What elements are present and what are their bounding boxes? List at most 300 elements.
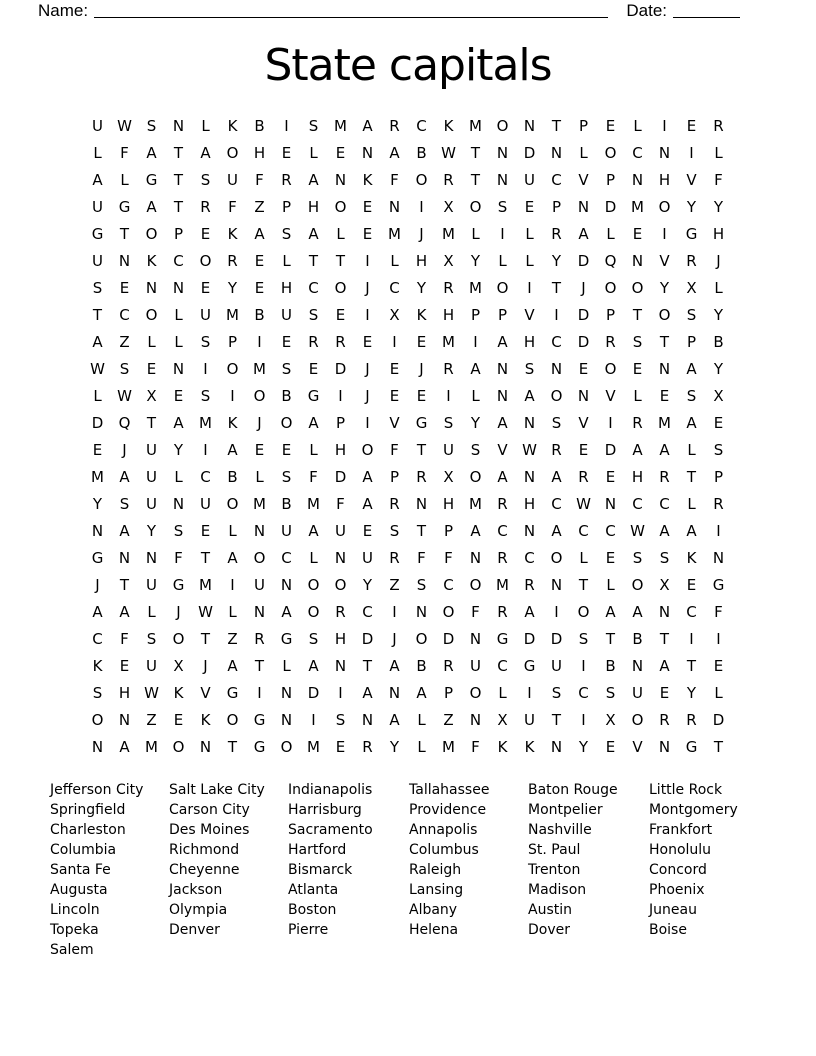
- grid-letter: A: [578, 224, 589, 243]
- grid-letter: B: [605, 656, 616, 675]
- grid-letter: O: [361, 440, 374, 459]
- grid-letter: A: [281, 602, 292, 621]
- grid-letter: A: [119, 737, 130, 756]
- grid-letter: I: [392, 332, 397, 351]
- grid-letter: L: [174, 332, 183, 351]
- grid-letter: O: [226, 494, 239, 513]
- grid-letter: H: [442, 494, 455, 513]
- grid-letter: L: [282, 656, 291, 675]
- grid-letter: S: [92, 278, 103, 297]
- grid-letter: N: [469, 629, 482, 648]
- grid-letter: A: [389, 143, 400, 162]
- grid-letter: D: [334, 359, 347, 378]
- grid-letter: T: [632, 305, 643, 324]
- grid-letter: T: [551, 278, 562, 297]
- word-list-item: Dover: [528, 922, 570, 938]
- grid-letter: F: [336, 494, 345, 513]
- grid-letter: D: [307, 683, 320, 702]
- grid-letter: D: [577, 251, 590, 270]
- grid-letter: L: [147, 602, 156, 621]
- grid-letter: E: [146, 359, 157, 378]
- grid-letter: C: [551, 170, 562, 189]
- grid-letter: C: [632, 494, 643, 513]
- word-list-item: Tallahassee: [409, 782, 490, 798]
- grid-letter: A: [119, 467, 130, 486]
- grid-letter: I: [257, 332, 262, 351]
- grid-letter: R: [389, 548, 400, 567]
- grid-letter: E: [632, 359, 643, 378]
- grid-letter: P: [497, 305, 508, 324]
- grid-letter: O: [496, 278, 509, 297]
- grid-letter: M: [253, 359, 266, 378]
- grid-letter: M: [91, 467, 104, 486]
- page-title: State capitals: [264, 40, 552, 91]
- grid-letter: E: [578, 359, 589, 378]
- grid-letter: N: [550, 737, 563, 756]
- grid-letter: Y: [686, 197, 697, 216]
- grid-letter: N: [253, 602, 266, 621]
- name-blank-line: [94, 4, 608, 18]
- grid-letter: R: [281, 170, 292, 189]
- grid-letter: O: [91, 710, 104, 729]
- grid-letter: I: [473, 332, 478, 351]
- grid-letter: I: [608, 413, 613, 432]
- grid-letter: G: [145, 170, 158, 189]
- word-list-item: Santa Fe: [50, 862, 111, 878]
- grid-letter: C: [659, 494, 670, 513]
- grid-letter: O: [334, 278, 347, 297]
- grid-letter: C: [362, 602, 373, 621]
- grid-letter: I: [338, 683, 343, 702]
- grid-letter: H: [523, 494, 536, 513]
- grid-letter: S: [443, 413, 454, 432]
- grid-letter: P: [551, 197, 562, 216]
- grid-letter: N: [145, 548, 158, 567]
- word-list-item: Helena: [409, 922, 459, 938]
- grid-letter: A: [416, 683, 427, 702]
- grid-letter: X: [713, 386, 724, 405]
- name-label: Name:: [38, 1, 89, 20]
- grid-letter: L: [525, 224, 534, 243]
- grid-letter: D: [604, 440, 617, 459]
- grid-letter: M: [388, 224, 401, 243]
- grid-letter: P: [686, 332, 697, 351]
- grid-letter: K: [227, 116, 238, 135]
- word-list-item: Nashville: [528, 822, 592, 838]
- grid-letter: C: [578, 683, 589, 702]
- grid-letter: Z: [146, 710, 157, 729]
- grid-letter: J: [176, 602, 181, 621]
- grid-letter: S: [416, 575, 427, 594]
- grid-letter: B: [416, 656, 427, 675]
- grid-letter: V: [632, 737, 643, 756]
- grid-letter: L: [714, 278, 723, 297]
- grid-letter: T: [335, 251, 346, 270]
- grid-letter: R: [335, 602, 346, 621]
- date-label: Date:: [626, 1, 667, 20]
- grid-letter: A: [605, 602, 616, 621]
- grid-letter: S: [578, 629, 589, 648]
- grid-letter: J: [419, 359, 424, 378]
- grid-letter: E: [281, 332, 292, 351]
- grid-letter: Y: [146, 521, 157, 540]
- grid-letter: U: [92, 116, 103, 135]
- grid-letter: S: [686, 386, 697, 405]
- grid-letter: R: [227, 251, 238, 270]
- grid-letter: L: [120, 170, 129, 189]
- grid-letter: O: [415, 629, 428, 648]
- grid-letter: E: [200, 521, 211, 540]
- grid-letter: Y: [389, 737, 400, 756]
- grid-letter: U: [524, 170, 535, 189]
- grid-letter: T: [173, 197, 184, 216]
- grid-letter: V: [659, 251, 670, 270]
- grid-letter: K: [524, 737, 535, 756]
- grid-letter: A: [362, 116, 373, 135]
- grid-letter: G: [118, 197, 131, 216]
- grid-letter: J: [365, 278, 370, 297]
- grid-letter: G: [253, 737, 266, 756]
- grid-letter: R: [524, 575, 535, 594]
- word-list-item: Denver: [169, 922, 220, 938]
- grid-letter: E: [335, 143, 346, 162]
- grid-letter: X: [443, 251, 454, 270]
- word-list-item: Montgomery: [649, 802, 738, 818]
- grid-letter: K: [227, 413, 238, 432]
- grid-letter: T: [200, 629, 211, 648]
- grid-letter: I: [392, 602, 397, 621]
- grid-letter: S: [146, 116, 157, 135]
- grid-letter: T: [713, 737, 724, 756]
- grid-letter: N: [496, 359, 509, 378]
- grid-letter: A: [632, 440, 643, 459]
- grid-letter: S: [281, 224, 292, 243]
- grid-letter: O: [334, 197, 347, 216]
- grid-letter: V: [686, 170, 697, 189]
- word-list-item: Cheyenne: [169, 862, 240, 878]
- grid-letter: E: [362, 332, 373, 351]
- grid-letter: S: [497, 197, 508, 216]
- grid-letter: A: [389, 656, 400, 675]
- grid-letter: M: [199, 575, 212, 594]
- grid-letter: E: [335, 305, 346, 324]
- grid-letter: N: [415, 602, 428, 621]
- grid-letter: M: [442, 224, 455, 243]
- grid-letter: N: [658, 737, 671, 756]
- grid-letter: S: [308, 629, 319, 648]
- grid-letter: G: [253, 710, 266, 729]
- grid-letter: O: [631, 575, 644, 594]
- grid-letter: S: [470, 440, 481, 459]
- grid-letter: B: [254, 305, 265, 324]
- word-list-item: Richmond: [169, 842, 240, 858]
- word-list-column: [288, 780, 409, 960]
- grid-letter: U: [227, 170, 238, 189]
- word-list-item: Raleigh: [409, 862, 462, 878]
- grid-letter: G: [172, 575, 185, 594]
- grid-letter: U: [551, 656, 562, 675]
- grid-letter: Y: [416, 278, 427, 297]
- grid-letter: A: [308, 170, 319, 189]
- grid-letter: E: [254, 440, 265, 459]
- grid-letter: R: [659, 467, 670, 486]
- grid-letter: E: [254, 251, 265, 270]
- grid-letter: G: [523, 656, 536, 675]
- grid-letter: G: [685, 737, 698, 756]
- grid-letter: Q: [118, 413, 131, 432]
- grid-letter: P: [389, 467, 400, 486]
- grid-letter: A: [389, 710, 400, 729]
- grid-letter: S: [659, 548, 670, 567]
- grid-letter: N: [199, 737, 212, 756]
- grid-letter: M: [253, 494, 266, 513]
- grid-letter: F: [390, 440, 399, 459]
- grid-letter: N: [658, 359, 671, 378]
- grid-letter: O: [199, 251, 212, 270]
- grid-letter: I: [689, 629, 694, 648]
- grid-letter: E: [389, 386, 400, 405]
- grid-letter: O: [280, 737, 293, 756]
- grid-letter: N: [118, 548, 131, 567]
- grid-letter: H: [334, 440, 347, 459]
- grid-letter: C: [119, 305, 130, 324]
- grid-letter: U: [200, 494, 211, 513]
- grid-letter: V: [497, 440, 508, 459]
- grid-letter: U: [92, 197, 103, 216]
- word-list-item: St. Paul: [528, 842, 581, 858]
- grid-letter: G: [91, 224, 104, 243]
- grid-letter: N: [280, 710, 293, 729]
- grid-letter: O: [469, 575, 482, 594]
- grid-letter: U: [281, 521, 292, 540]
- grid-letter: T: [605, 629, 616, 648]
- word-list-item: Annapolis: [409, 822, 478, 838]
- grid-letter: J: [365, 359, 370, 378]
- grid-letter: U: [146, 575, 157, 594]
- grid-letter: S: [146, 629, 157, 648]
- grid-letter: H: [334, 629, 347, 648]
- grid-letter: C: [389, 278, 400, 297]
- grid-letter: M: [307, 737, 320, 756]
- grid-letter: Y: [470, 413, 481, 432]
- grid-letter: A: [254, 224, 265, 243]
- grid-letter: U: [524, 710, 535, 729]
- grid-letter: R: [605, 332, 616, 351]
- grid-letter: A: [497, 467, 508, 486]
- grid-letter: G: [307, 386, 320, 405]
- grid-letter: T: [200, 548, 211, 567]
- grid-letter: A: [92, 332, 103, 351]
- grid-letter: N: [280, 683, 293, 702]
- grid-letter: U: [470, 656, 481, 675]
- grid-letter: M: [442, 332, 455, 351]
- word-list-item: Concord: [649, 862, 707, 878]
- grid-letter: L: [93, 143, 102, 162]
- grid-letter: W: [198, 602, 213, 621]
- grid-letter: N: [361, 143, 374, 162]
- grid-letter: E: [173, 386, 184, 405]
- word-list-item: Olympia: [169, 902, 228, 918]
- word-list-column: [169, 780, 288, 960]
- grid-letter: Y: [470, 251, 481, 270]
- grid-letter: L: [498, 683, 507, 702]
- grid-letter: R: [308, 332, 319, 351]
- grid-letter: N: [361, 710, 374, 729]
- grid-letter: E: [605, 737, 616, 756]
- grid-letter: T: [551, 116, 562, 135]
- grid-letter: O: [307, 575, 320, 594]
- grid-letter: P: [173, 224, 184, 243]
- grid-letter: A: [470, 359, 481, 378]
- grid-letter: R: [497, 602, 508, 621]
- word-list-item: Charleston: [50, 822, 126, 838]
- grid-letter: A: [524, 386, 535, 405]
- grid-letter: F: [714, 170, 723, 189]
- grid-letter: A: [551, 521, 562, 540]
- grid-letter: E: [362, 197, 373, 216]
- grid-letter: V: [200, 683, 211, 702]
- grid-letter: S: [200, 332, 211, 351]
- grid-letter: L: [309, 143, 318, 162]
- grid-letter: R: [578, 467, 589, 486]
- grid-letter: L: [714, 143, 723, 162]
- grid-letter: R: [686, 710, 697, 729]
- grid-letter: E: [119, 656, 130, 675]
- word-list-item: Carson City: [169, 802, 250, 818]
- grid-letter: S: [524, 359, 535, 378]
- grid-letter: N: [523, 116, 536, 135]
- grid-letter: W: [441, 143, 456, 162]
- grid-letter: F: [309, 467, 318, 486]
- grid-letter: S: [173, 521, 184, 540]
- grid-letter: T: [119, 575, 130, 594]
- grid-letter: C: [92, 629, 103, 648]
- grid-letter: T: [254, 656, 265, 675]
- grid-letter: E: [92, 440, 103, 459]
- word-list-item: Honolulu: [649, 842, 712, 858]
- grid-letter: A: [308, 521, 319, 540]
- grid-letter: H: [658, 170, 671, 189]
- word-list-item: Boston: [288, 902, 337, 918]
- grid-letter: W: [144, 683, 159, 702]
- grid-letter: E: [308, 359, 319, 378]
- grid-letter: Y: [713, 197, 724, 216]
- grid-letter: E: [686, 575, 697, 594]
- grid-letter: A: [632, 602, 643, 621]
- grid-letter: S: [389, 521, 400, 540]
- grid-letter: N: [118, 251, 131, 270]
- word-list-item: Jackson: [169, 882, 223, 898]
- grid-letter: L: [255, 467, 264, 486]
- grid-letter: R: [389, 494, 400, 513]
- grid-letter: L: [390, 251, 399, 270]
- grid-letter: N: [388, 197, 401, 216]
- grid-letter: K: [173, 683, 184, 702]
- grid-letter: A: [308, 413, 319, 432]
- grid-letter: P: [443, 521, 454, 540]
- date-blank-line: [673, 4, 740, 18]
- grid-letter: E: [686, 116, 697, 135]
- grid-letter: T: [659, 332, 670, 351]
- grid-letter: T: [362, 656, 373, 675]
- grid-letter: A: [659, 656, 670, 675]
- grid-letter: U: [632, 683, 643, 702]
- grid-letter: X: [497, 710, 508, 729]
- word-list-item: Hartford: [288, 842, 347, 858]
- grid-letter: O: [145, 305, 158, 324]
- grid-letter: L: [471, 386, 480, 405]
- grid-letter: N: [172, 116, 185, 135]
- word-list-item: Springfield: [50, 802, 126, 818]
- grid-letter: A: [524, 602, 535, 621]
- grid-letter: M: [334, 116, 347, 135]
- grid-letter: A: [659, 521, 670, 540]
- grid-letter: N: [523, 467, 536, 486]
- grid-letter: E: [389, 359, 400, 378]
- grid-letter: N: [577, 386, 590, 405]
- grid-letter: E: [362, 224, 373, 243]
- grid-letter: S: [335, 710, 346, 729]
- grid-letter: A: [227, 440, 238, 459]
- grid-letter: S: [605, 683, 616, 702]
- grid-letter: T: [416, 440, 427, 459]
- word-list-item: Harrisburg: [288, 802, 362, 818]
- grid-letter: R: [659, 710, 670, 729]
- grid-letter: R: [335, 332, 346, 351]
- grid-letter: P: [443, 683, 454, 702]
- grid-letter: I: [230, 386, 235, 405]
- grid-letter: N: [334, 656, 347, 675]
- grid-letter: D: [577, 305, 590, 324]
- grid-letter: E: [632, 224, 643, 243]
- grid-letter: A: [308, 224, 319, 243]
- grid-letter: X: [686, 278, 697, 297]
- grid-letter: M: [199, 413, 212, 432]
- grid-letter: R: [443, 278, 454, 297]
- grid-letter: S: [119, 359, 130, 378]
- word-list-item: Phoenix: [649, 882, 705, 898]
- grid-letter: V: [524, 305, 535, 324]
- grid-letter: S: [200, 170, 211, 189]
- grid-letter: X: [443, 197, 454, 216]
- grid-letter: N: [550, 359, 563, 378]
- grid-letter: E: [605, 548, 616, 567]
- grid-letter: M: [496, 575, 509, 594]
- grid-letter: A: [146, 143, 157, 162]
- grid-letter: O: [226, 710, 239, 729]
- grid-letter: R: [551, 224, 562, 243]
- grid-letter: L: [417, 710, 426, 729]
- grid-letter: D: [442, 629, 455, 648]
- grid-letter: N: [415, 494, 428, 513]
- word-list-item: Madison: [528, 882, 587, 898]
- grid-letter: I: [365, 251, 370, 270]
- grid-letter: I: [365, 305, 370, 324]
- grid-letter: F: [228, 197, 237, 216]
- word-list-item: Lansing: [409, 882, 464, 898]
- grid-letter: B: [632, 629, 643, 648]
- grid-letter: R: [362, 737, 373, 756]
- grid-letter: I: [419, 197, 424, 216]
- word-list-item: Columbia: [50, 842, 117, 858]
- word-list-column: [528, 780, 649, 960]
- grid-letter: X: [659, 575, 670, 594]
- grid-letter: Z: [119, 332, 130, 351]
- grid-letter: N: [631, 656, 644, 675]
- grid-letter: S: [92, 683, 103, 702]
- grid-letter: N: [334, 548, 347, 567]
- grid-letter: N: [469, 710, 482, 729]
